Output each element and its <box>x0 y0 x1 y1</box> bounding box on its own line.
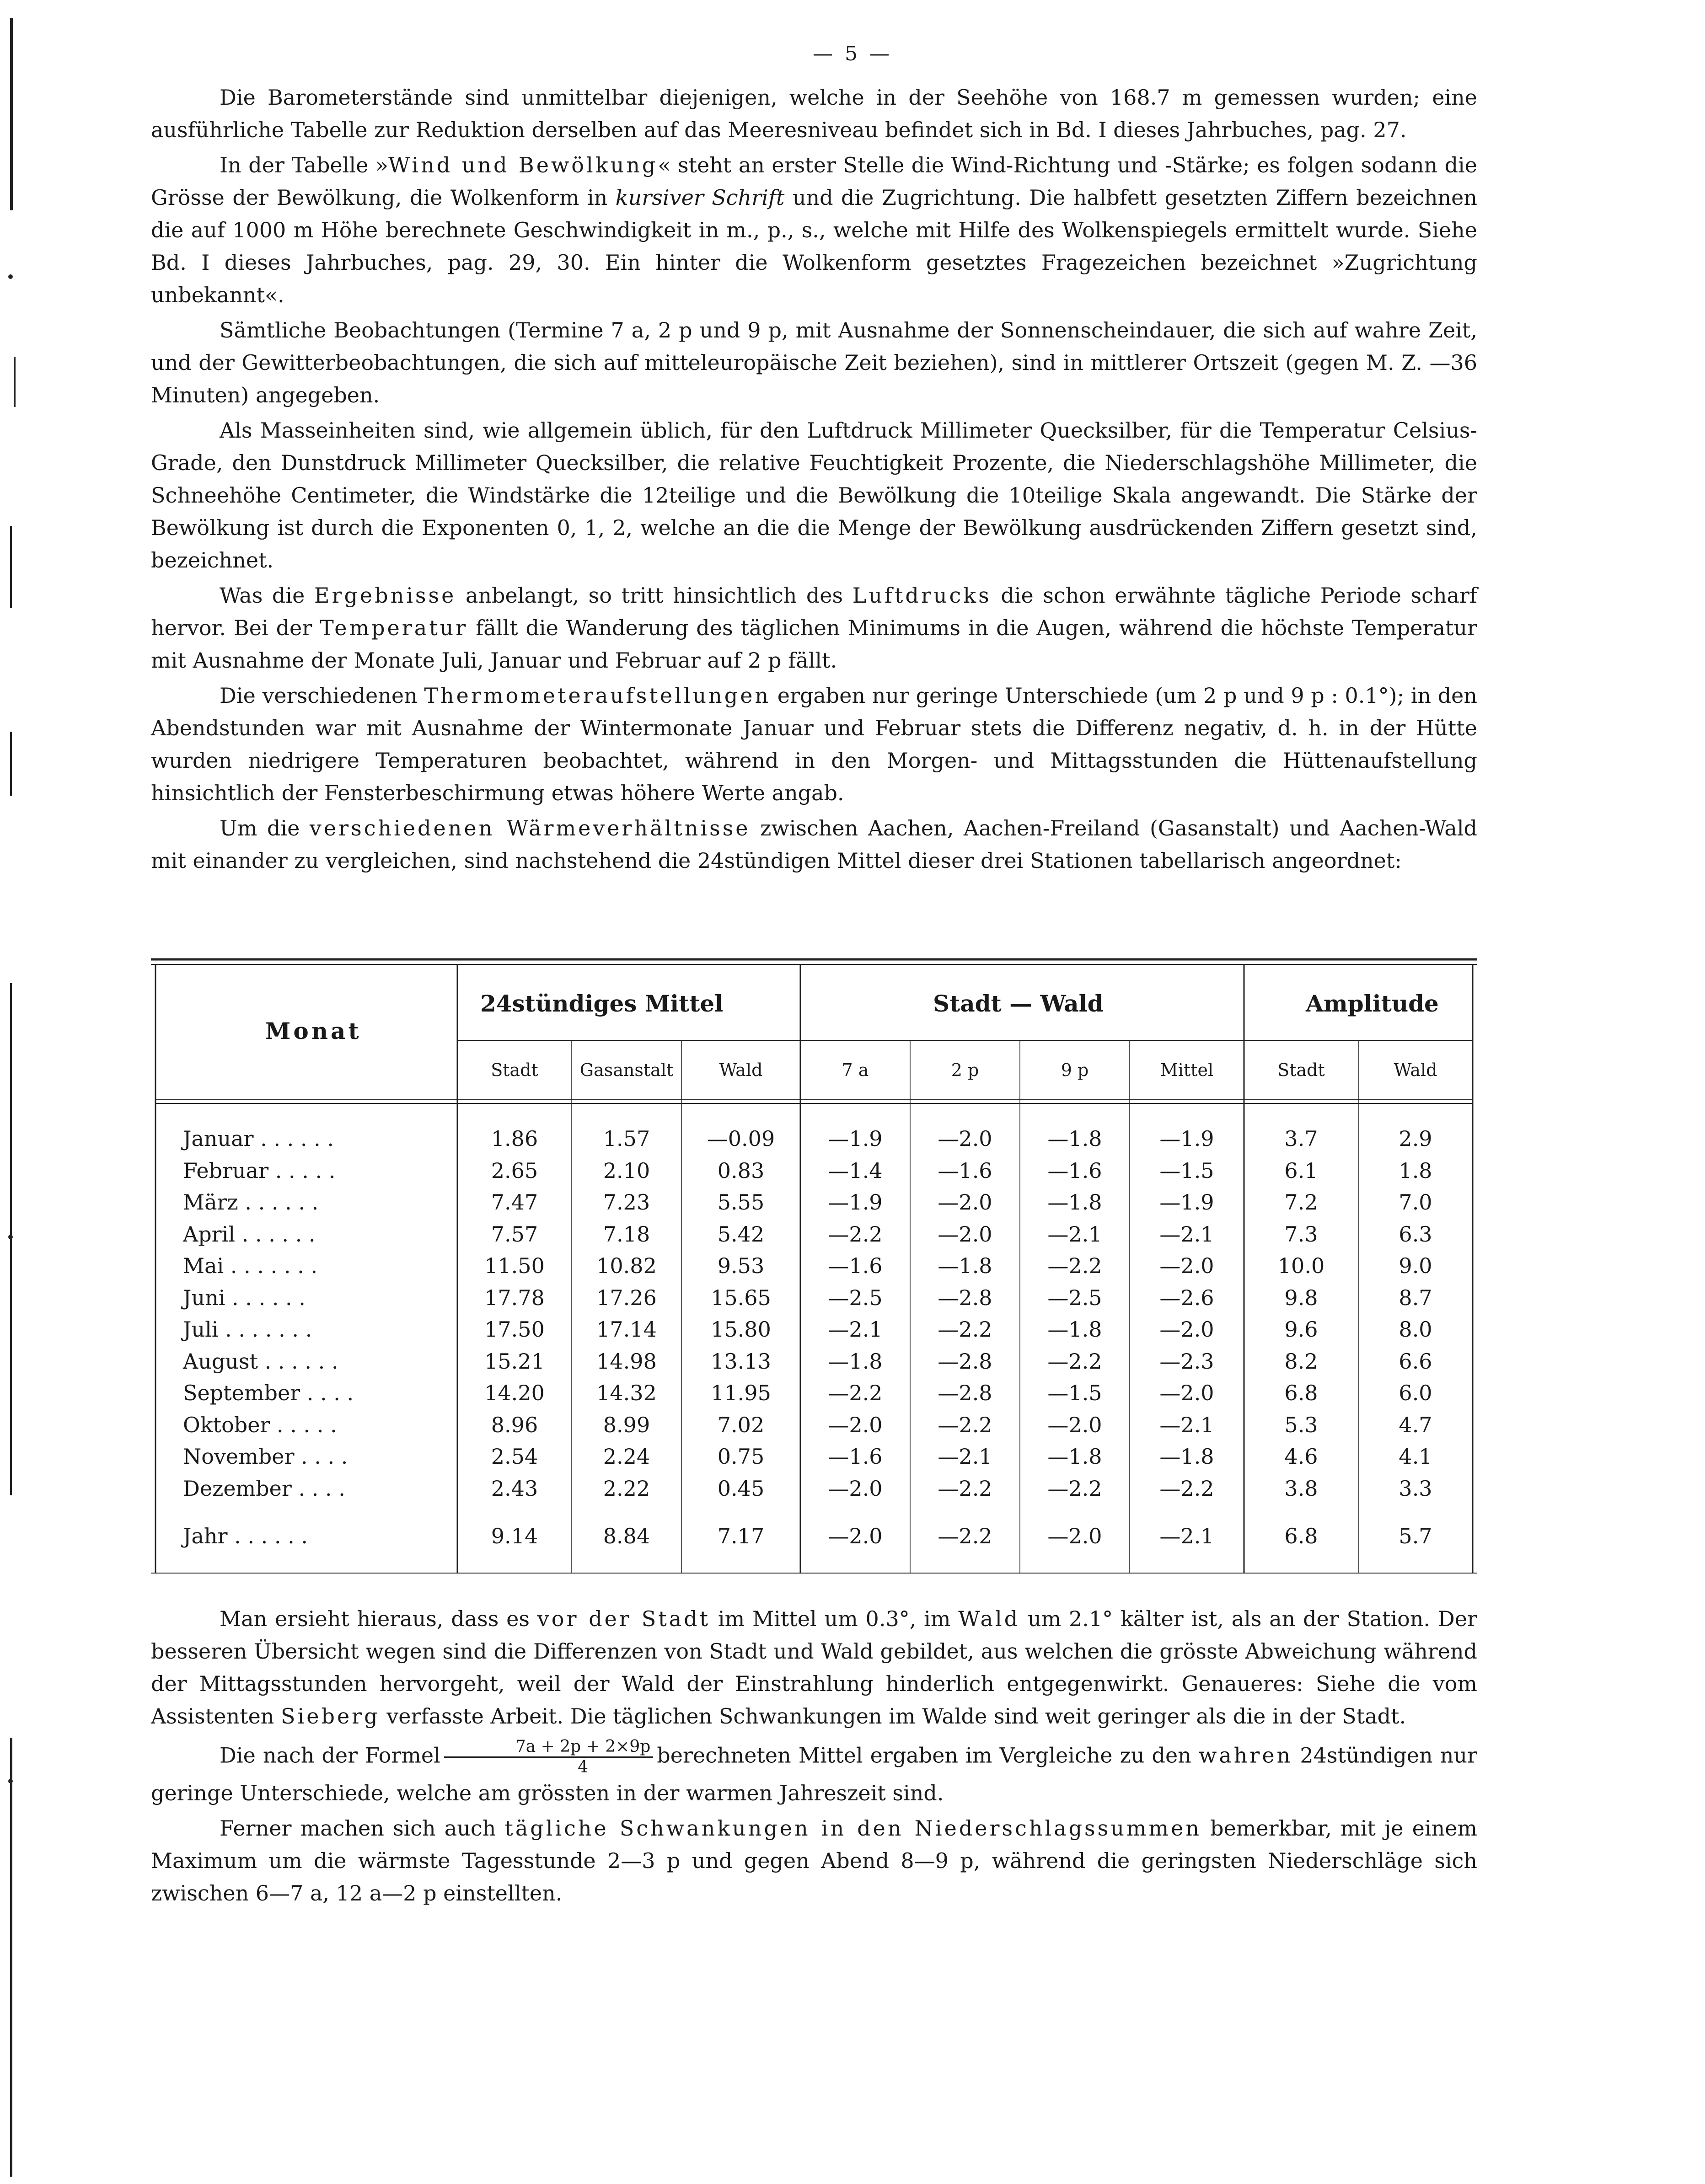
table-row-value: —0.09 <box>707 1126 775 1151</box>
table-row-value: 8.96 <box>491 1412 538 1437</box>
text-run: In der Tabelle » <box>220 153 388 177</box>
sub-header-cell: 9 p <box>1061 1060 1089 1080</box>
text-run: zwischen Aachen, Aachen-Freiland (Gasanstalt) und Aachen-Wald mit einander zu vergleichen, sind nachstehend die 24stündigen Mittel dieser drei Stationen tabellarisch angeordnet: <box>151 816 1478 873</box>
text-run: Die verschiedenen <box>220 683 424 708</box>
table-row-value: 7.57 <box>491 1221 538 1247</box>
table-row-value: —2.0 <box>1159 1381 1214 1405</box>
table-row-value: —1.4 <box>828 1158 883 1183</box>
table-row-value: —1.9 <box>828 1190 883 1215</box>
table-row-value: —1.5 <box>1159 1158 1214 1183</box>
table-row-value: 8.7 <box>1399 1285 1432 1310</box>
table-row-month: Juli . . . . . . . <box>183 1317 312 1342</box>
table-row-value: 7.02 <box>717 1412 765 1437</box>
table-row-value: —1.8 <box>1047 1444 1102 1469</box>
table-row-value: 11.95 <box>711 1381 771 1405</box>
table-row-value: 8.2 <box>1284 1349 1318 1374</box>
paragraph <box>151 579 1477 677</box>
table-row-value: —2.0 <box>938 1190 992 1215</box>
table-row-value: 7.23 <box>603 1190 650 1215</box>
text-run: berechneten Mittel ergaben im Vergleiche zu den <box>657 1743 1199 1768</box>
table-row-value: —2.5 <box>828 1285 883 1310</box>
table-row-value: —1.9 <box>1159 1190 1214 1215</box>
table-row-value: 2.65 <box>491 1158 538 1183</box>
table-row-value: 7.47 <box>491 1190 538 1215</box>
text-run: Man ersieht hieraus, dass es <box>220 1606 537 1631</box>
table-row-value: 1.57 <box>603 1126 650 1151</box>
page-number: — 5 — <box>813 42 892 65</box>
binding-edge-mark <box>10 732 12 796</box>
binding-edge-mark <box>10 1738 12 2177</box>
sub-header-cell: Mittel <box>1160 1060 1214 1080</box>
table-row-value: 3.7 <box>1284 1126 1318 1151</box>
paragraph: Als Masseinheiten sind, wie allgemein üblich, für den Luftdruck Millimeter Quecksilber, für die Temperatur Celsius-Grade, den Dunstdruck Millimeter Quecksilber, die relative Feuchtigkeit Prozente, die Niederschlagshöhe Millimeter, die Schneehöhe Centimeter, die Windstärke die 12teilige und die Bewölkung die 10teilige Skala angewandt. Die Stärke der Bewölkung ist durch die Exponenten 0, 1, 2, welche an die die Menge der Bewölkung ausdrückenden Ziffern gesetzt sind, bezeichnet. <box>151 418 1477 573</box>
table-row-value: —2.1 <box>1047 1221 1102 1247</box>
table-row-value: 2.22 <box>603 1476 650 1501</box>
table-row-value: 4.1 <box>1399 1444 1432 1469</box>
table-row-value: 9.0 <box>1399 1253 1432 1278</box>
text-run: Was die <box>220 583 314 608</box>
table-row-value: 11.50 <box>484 1253 545 1278</box>
table-row-value: 13.13 <box>711 1349 771 1374</box>
year-row-value: —2.1 <box>1159 1524 1214 1548</box>
text-run: 24stündigen nur geringe Unterschiede, welche am grössten in der warmen Jahreszeit sind. <box>151 1743 1477 1805</box>
table-row-value: —2.6 <box>1159 1285 1214 1310</box>
table-row-value: —1.8 <box>1047 1317 1102 1342</box>
text-run-spaced: tägliche Schwankungen in den Niederschlagssummen <box>504 1816 1201 1841</box>
table-row-value: 4.6 <box>1284 1444 1318 1469</box>
text-run: Ferner machen sich auch <box>220 1816 505 1841</box>
sub-header-cell: Wald <box>1394 1060 1437 1080</box>
table-row-value: —2.1 <box>1159 1221 1214 1247</box>
paragraph: Sämtliche Beobachtungen (Termine 7 a, 2 p und 9 p, mit Ausnahme der Sonnenscheindauer, die sich auf wahre Zeit, und der Gewitterbeobachtungen, die sich auf mitteleuropäische Zeit beziehen), sind in mittlerer Ortszeit (gegen M. Z. —36 Minuten) angegeben. <box>151 318 1477 407</box>
text-run: anbelangt, so tritt hinsichtlich des <box>456 583 852 608</box>
table-row-value: 10.0 <box>1277 1253 1325 1278</box>
header-24h-mean: 24stündiges Mittel <box>480 990 724 1017</box>
text-run-spaced: Sieberg <box>281 1704 380 1729</box>
table-row-value: 2.24 <box>603 1444 650 1469</box>
sub-header-cell: Wald <box>719 1060 763 1080</box>
text-run: bemerkbar, mit je einem Maximum um die wärmste Tagesstunde 2—3 p und gegen Abend 8—9 p, während die geringsten Niederschläge sich zwischen 6—7 a, 12 a—2 p einstellten. <box>151 1816 1478 1906</box>
table-row-value: 14.20 <box>484 1381 545 1405</box>
table-row-month: Januar . . . . . . <box>183 1126 334 1151</box>
table-row-month: Mai . . . . . . . <box>183 1253 317 1278</box>
table-row-value: 15.65 <box>711 1285 771 1310</box>
text-run-spaced: Luftdrucks <box>852 583 992 608</box>
table-row-value: 6.8 <box>1284 1381 1318 1405</box>
table-row-value: —1.9 <box>828 1126 883 1151</box>
table-row-value: —1.8 <box>1047 1126 1102 1151</box>
table-row-value: —1.6 <box>828 1444 883 1469</box>
table-row-value: 6.3 <box>1399 1221 1432 1247</box>
table-row-value: —2.2 <box>828 1221 883 1247</box>
paragraph <box>151 680 1477 809</box>
table-row-value: 17.26 <box>596 1285 657 1310</box>
paragraph <box>151 1737 1477 1809</box>
text-run: Die nach der Formel <box>220 1743 440 1768</box>
table-row-value: 2.54 <box>491 1444 538 1469</box>
table-row-month: August . . . . . . <box>183 1349 338 1374</box>
year-row-value: —2.2 <box>938 1524 992 1548</box>
table-row-value: 6.0 <box>1399 1381 1432 1405</box>
table-row-value: 15.21 <box>484 1349 545 1374</box>
table-row-value: 7.18 <box>603 1221 650 1247</box>
table-row-value: —2.0 <box>938 1221 992 1247</box>
table-row-value: —2.8 <box>938 1285 992 1310</box>
table-row-value: —2.0 <box>1047 1412 1102 1437</box>
sub-header-cell: 7 a <box>842 1060 869 1080</box>
table-row-value: —1.5 <box>1047 1381 1102 1405</box>
table-row-value: 1.8 <box>1399 1158 1432 1183</box>
table-row-value: 7.0 <box>1399 1190 1432 1215</box>
formula <box>444 1737 653 1777</box>
table-row-value: —2.2 <box>938 1412 992 1437</box>
table-row-value: 8.0 <box>1399 1317 1432 1342</box>
table-row-value: 3.8 <box>1284 1476 1318 1501</box>
table-row-value: —2.1 <box>1159 1412 1214 1437</box>
text-run-spaced: wahren <box>1198 1743 1293 1768</box>
table-row-value: 7.3 <box>1284 1221 1318 1247</box>
sub-header-cell: Gasanstalt <box>579 1060 674 1080</box>
table-row-value: —1.8 <box>828 1349 883 1374</box>
paragraph <box>151 812 1477 877</box>
table-row-value: —2.0 <box>1159 1253 1214 1278</box>
table-row-value: —1.8 <box>938 1253 992 1278</box>
table-row-value: 5.55 <box>717 1190 765 1215</box>
table-row-value: 1.86 <box>491 1126 538 1151</box>
table-row-month: Oktober . . . . . <box>183 1412 337 1437</box>
table-row-month: November . . . . <box>183 1444 348 1469</box>
binding-edge-dot <box>8 274 13 279</box>
conclusion-text <box>151 1603 1477 1912</box>
table-row-value: 0.75 <box>717 1444 765 1469</box>
table-row-value: —2.8 <box>938 1349 992 1374</box>
table-row-value: —2.2 <box>938 1476 992 1501</box>
table-row-value: —1.6 <box>938 1158 992 1183</box>
table-row-value: 17.50 <box>484 1317 545 1342</box>
header-amplitude: Amplitude <box>1306 990 1439 1017</box>
text-run-spaced: Wind und Bewölkung <box>388 153 658 177</box>
binding-edge-mark <box>14 357 16 407</box>
year-row-value: 8.84 <box>603 1524 650 1548</box>
sub-header-cell: 2 p <box>951 1060 979 1080</box>
table-row-value: —2.3 <box>1159 1349 1214 1374</box>
table-row-value: 0.45 <box>717 1476 765 1501</box>
table-row-value: —2.5 <box>1047 1285 1102 1310</box>
year-row-value: —2.0 <box>828 1524 883 1548</box>
table-row-value: 0.83 <box>717 1158 765 1183</box>
text-run-spaced: vor der Stadt <box>537 1606 711 1631</box>
year-row-value: 5.7 <box>1399 1524 1432 1548</box>
text-run: ergaben nur geringe Unterschiede (um 2 p und 9 p : 0.1°); in den Abendstunden war mit Ausnahme der Wintermonate Januar und Februar stets die Differenz negativ, d. h. in der Hütte wurden niedrigere Temperaturen beobachtet, während in den Morgen- und Mittagsstunden die Hüttenaufstellung hinsichtlich der Fensterbeschirmung etwas höhere Werte angab. <box>151 683 1477 805</box>
table-row-value: 9.8 <box>1284 1285 1318 1310</box>
table-row-month: Juni . . . . . . <box>183 1285 306 1310</box>
text-run-spaced: Ergebnisse <box>314 583 456 608</box>
table-row-value: 5.42 <box>717 1221 765 1247</box>
binding-edge-dot <box>8 1235 13 1239</box>
text-run: Um die <box>220 816 310 840</box>
text-run: fällt die Wanderung des täglichen Minimums in die Augen, während die höchste Temperatur mit Ausnahme der Monate Juli, Januar und Februar auf 2 p fällt. <box>151 616 1477 673</box>
paragraph <box>151 149 1477 311</box>
table-row-value: 4.7 <box>1399 1412 1432 1437</box>
table-row-value: —2.2 <box>1159 1476 1214 1501</box>
table-row-month: September . . . . <box>183 1381 354 1405</box>
paragraph <box>151 1812 1477 1910</box>
year-row-value: 9.14 <box>491 1524 538 1548</box>
table-row-value: 14.32 <box>596 1381 657 1405</box>
table-row-value: —1.6 <box>828 1253 883 1278</box>
year-row-value: 6.8 <box>1284 1524 1318 1548</box>
table-row-value: —2.0 <box>1159 1317 1214 1342</box>
text-run-italic: kursiver Schrift <box>615 185 785 210</box>
binding-edge-dot <box>8 1779 13 1783</box>
sub-header-cell: Stadt <box>1277 1060 1325 1080</box>
table-row-value: 17.78 <box>484 1285 545 1310</box>
table-row-value: —1.6 <box>1047 1158 1102 1183</box>
table-row-value: —2.2 <box>938 1317 992 1342</box>
table-row-month: April . . . . . . <box>183 1221 316 1247</box>
table-row-month: Dezember . . . . <box>183 1476 345 1501</box>
sub-header-cell: Stadt <box>491 1060 538 1080</box>
table-row-value: 9.6 <box>1284 1317 1318 1342</box>
formula-numerator: 7a + 2p + 2×9p <box>444 1737 653 1758</box>
text-run-spaced: verschiedenen Wärmeverhältnisse <box>309 816 751 840</box>
table-row-value: 7.2 <box>1284 1190 1318 1215</box>
text-run: « steht an erster Stelle die Wind-Richtung und -Stärke; es folgen sodann die Grösse der Bewölkung, die Wolkenform in <box>151 153 1477 210</box>
text-run: um 2.1° kälter ist, als an der Station. Der besseren Übersicht wegen sind die Differenzen von Stadt und Wald gebildet, aus welchen die grösste Abweichung während der Mittagsstunden hervorgeht, weil der Wald der Einstrahlung hinderlich entgegenwirkt. Genaueres: Siehe die vom Assistenten <box>151 1606 1478 1729</box>
table-row-value: 14.98 <box>596 1349 657 1374</box>
text-run-spaced: Temperatur <box>320 616 468 640</box>
table-row-value: 5.3 <box>1284 1412 1318 1437</box>
text-run: im Mittel um 0.3°, im <box>710 1606 959 1631</box>
table-row-value: 2.9 <box>1399 1126 1432 1151</box>
table-row-value: —2.1 <box>828 1317 883 1342</box>
formula-denominator: 4 <box>578 1758 589 1777</box>
temperature-table <box>151 958 1477 1575</box>
table-row-value: 2.43 <box>491 1476 538 1501</box>
text-run: und die Zugrichtung. Die halbfett gesetzten Ziffern bezeichnen die auf 1000 m Höhe berechnete Geschwindigkeit in m., p., s., welche mit Hilfe des Wolkenspiegels ermittelt wurde. Siehe Bd. I dieses Jahrbuches, pag. 29, 30. Ein hinter die Wolkenform gesetztes Fragezeichen bezeichnet »Zugrichtung unbekannt«. <box>151 185 1477 307</box>
table-row-value: 2.10 <box>603 1158 650 1183</box>
text-run-spaced: Wald <box>958 1606 1020 1631</box>
text-run: verfasste Arbeit. Die täglichen Schwankungen im Walde sind weit geringer als die in der Stadt. <box>380 1704 1406 1729</box>
table-row-value: 17.14 <box>596 1317 657 1342</box>
year-row-month: Jahr . . . . . . <box>183 1524 308 1548</box>
table-row-value: 9.53 <box>717 1253 765 1278</box>
table-row-value: —1.9 <box>1159 1126 1214 1151</box>
table-row-value: 15.80 <box>711 1317 771 1342</box>
table-row-value: 6.6 <box>1399 1349 1432 1374</box>
intro-text <box>151 81 1477 880</box>
table-row-value: 8.99 <box>603 1412 650 1437</box>
table-row-value: —1.8 <box>1159 1444 1214 1469</box>
table-row-value: —2.2 <box>828 1381 883 1405</box>
table-row-value: —2.1 <box>938 1444 992 1469</box>
table-row-value: 3.3 <box>1399 1476 1432 1501</box>
text-run: die schon erwähnte tägliche Periode scharf hervor. Bei der <box>151 583 1477 640</box>
binding-edge-mark <box>10 526 12 608</box>
year-row-value: 7.17 <box>717 1524 765 1548</box>
table-row-value: —2.0 <box>828 1476 883 1501</box>
header-month: Monat <box>265 1017 362 1044</box>
paragraph: Die Barometerstände sind unmittelbar diejenigen, welche in der Seehöhe von 168.7 m gemessen wurden; eine ausführliche Tabelle zur Reduktion derselben auf das Meeresniveau befindet sich in Bd. I dieses Jahrbuches, pag. 27. <box>151 85 1477 142</box>
table-row-value: 10.82 <box>596 1253 657 1278</box>
table-row-value: —1.8 <box>1047 1190 1102 1215</box>
paragraph <box>151 1603 1477 1733</box>
table-row-value: —2.0 <box>828 1412 883 1437</box>
text-run-spaced: Thermometeraufstellungen <box>424 683 771 708</box>
table-row-month: März . . . . . . <box>183 1190 319 1215</box>
table-row-value: 6.1 <box>1284 1158 1318 1183</box>
table-row-value: —2.2 <box>1047 1349 1102 1374</box>
binding-edge-mark <box>10 983 12 1495</box>
year-row-value: —2.0 <box>1047 1524 1102 1548</box>
header-city-forest: Stadt — Wald <box>933 990 1104 1017</box>
table-row-value: —2.8 <box>938 1381 992 1405</box>
table-row-value: —2.2 <box>1047 1253 1102 1278</box>
table-row-value: —2.0 <box>938 1126 992 1151</box>
table-row-value: —2.2 <box>1047 1476 1102 1501</box>
table-row-month: Februar . . . . . <box>183 1158 336 1183</box>
